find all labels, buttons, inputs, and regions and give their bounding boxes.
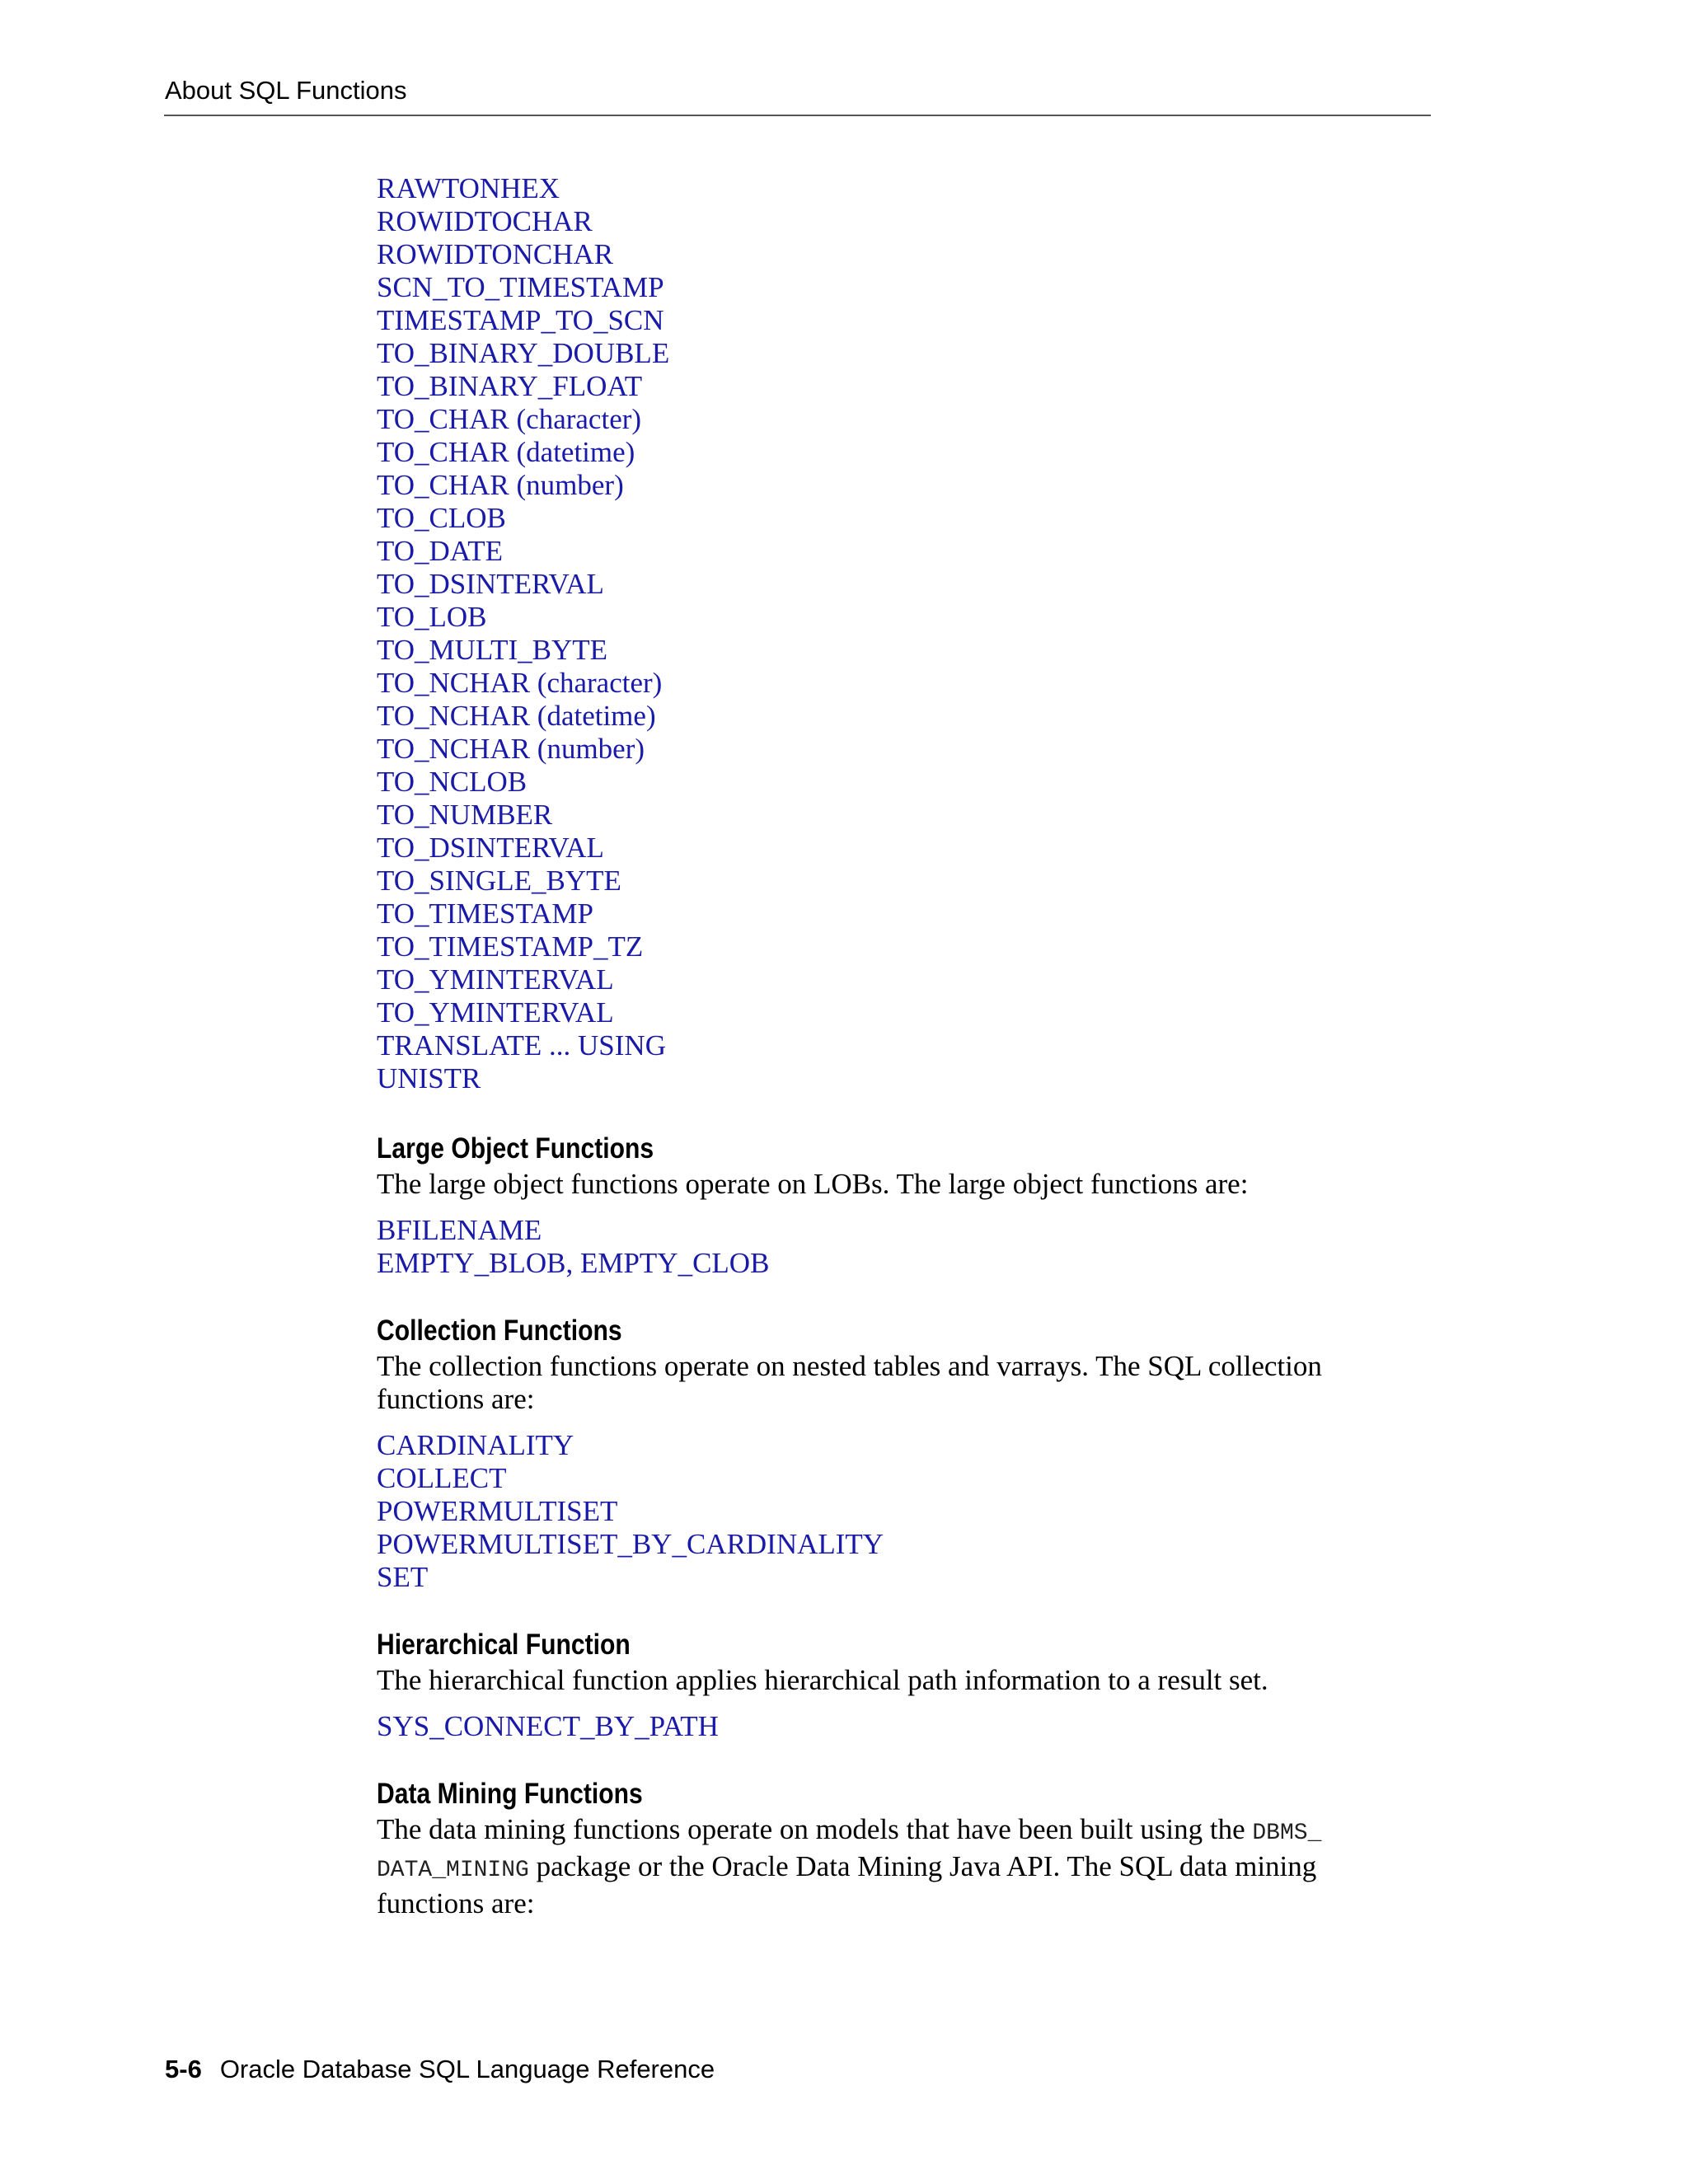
function-link[interactable]: TO_TIMESTAMP: [377, 898, 593, 930]
section-heading: Hierarchical Function: [377, 1629, 631, 1661]
large-object-function-list: [377, 1214, 1432, 1280]
function-link[interactable]: SCN_TO_TIMESTAMP: [377, 271, 664, 303]
function-list-item: [377, 1710, 1432, 1743]
function-link[interactable]: TRANSLATE ... USING: [377, 1029, 666, 1062]
header-rule: [164, 115, 1431, 116]
function-link[interactable]: TO_NCHAR (datetime): [377, 700, 656, 732]
section-intro: The large object functions operate on LOBs. The large object functions are:: [377, 1168, 1249, 1200]
function-list-item: [377, 403, 1432, 436]
function-link[interactable]: EMPTY_BLOB, EMPTY_CLOB: [377, 1247, 770, 1279]
function-link[interactable]: ROWIDTONCHAR: [377, 238, 614, 270]
function-link[interactable]: TO_CLOB: [377, 502, 506, 534]
function-list-item: [377, 1528, 1432, 1561]
function-link[interactable]: TO_DSINTERVAL: [377, 568, 604, 600]
function-link[interactable]: TO_MULTI_BYTE: [377, 634, 607, 666]
section-intro: [377, 1813, 1399, 1920]
collection-section: [377, 1313, 1432, 1594]
function-list-item: [377, 832, 1432, 865]
section-intro: The collection functions operate on nested tables and varrays. The SQL collection functions are:: [377, 1350, 1322, 1415]
function-link[interactable]: TO_NCLOB: [377, 766, 528, 798]
function-list-item: [377, 337, 1432, 370]
function-list-item: [377, 898, 1432, 930]
function-link[interactable]: TO_NUMBER: [377, 799, 553, 831]
function-link[interactable]: TO_DATE: [377, 535, 503, 567]
function-list-item: [377, 634, 1432, 667]
function-link[interactable]: TO_TIMESTAMP_TZ: [377, 930, 644, 963]
section-heading: Collection Functions: [377, 1315, 622, 1347]
function-list-item: [377, 1247, 1432, 1280]
section-heading: Data Mining Functions: [377, 1778, 643, 1810]
function-link[interactable]: TO_CHAR (character): [377, 403, 642, 435]
function-link[interactable]: TO_CHAR (number): [377, 469, 624, 501]
function-list-item: [377, 436, 1432, 469]
function-list-item: [377, 865, 1432, 898]
function-list-item: [377, 1561, 1432, 1594]
function-list-item: [377, 996, 1432, 1029]
page-number: 5-6: [165, 2055, 202, 2083]
function-link[interactable]: TO_BINARY_FLOAT: [377, 370, 643, 402]
function-link[interactable]: TO_DSINTERVAL: [377, 832, 604, 864]
function-link[interactable]: TIMESTAMP_TO_SCN: [377, 304, 664, 336]
page-content: [377, 172, 1432, 1920]
function-list-item: [377, 1029, 1432, 1062]
running-header: About SQL Functions: [165, 76, 407, 105]
section-intro: The hierarchical function applies hierarchical path information to a result set.: [377, 1664, 1268, 1696]
function-list-item: [377, 700, 1432, 733]
intro-text: package or the Oracle Data Mining Java API. The SQL data mining functions are:: [377, 1850, 1317, 1919]
running-footer: [165, 2055, 715, 2084]
function-list-item: [377, 271, 1432, 304]
inline-code: DATA_MINING: [377, 1858, 529, 1883]
function-list-item: [377, 502, 1432, 535]
function-link[interactable]: TO_NCHAR (number): [377, 733, 645, 765]
conversion-function-list: [377, 172, 1432, 1095]
function-list-item: [377, 733, 1432, 766]
book-title: Oracle Database SQL Language Reference: [219, 2055, 715, 2083]
collection-function-list: [377, 1429, 1432, 1594]
function-list-item: [377, 568, 1432, 601]
function-list-item: [377, 238, 1432, 271]
inline-code: DBMS_: [1252, 1821, 1322, 1846]
function-list-item: [377, 1062, 1432, 1095]
function-link[interactable]: POWERMULTISET: [377, 1495, 618, 1527]
hierarchical-section: [377, 1627, 1432, 1743]
function-link[interactable]: TO_CHAR (datetime): [377, 436, 635, 468]
function-link[interactable]: BFILENAME: [377, 1214, 542, 1246]
large-object-section: [377, 1131, 1432, 1280]
function-list-item: [377, 601, 1432, 634]
function-list-item: [377, 766, 1432, 799]
function-link[interactable]: TO_LOB: [377, 601, 487, 633]
function-list-item: [377, 1495, 1432, 1528]
function-list-item: [377, 370, 1432, 403]
function-list-item: [377, 799, 1432, 832]
function-link[interactable]: UNISTR: [377, 1062, 481, 1094]
function-link[interactable]: TO_SINGLE_BYTE: [377, 865, 621, 897]
function-link[interactable]: RAWTONHEX: [377, 172, 560, 204]
function-list-item: [377, 304, 1432, 337]
function-link[interactable]: COLLECT: [377, 1462, 507, 1494]
function-list-item: [377, 469, 1432, 502]
hierarchical-function-list: [377, 1710, 1432, 1743]
function-link[interactable]: TO_YMINTERVAL: [377, 996, 614, 1029]
function-list-item: [377, 1429, 1432, 1462]
function-list-item: [377, 930, 1432, 963]
function-list-item: [377, 535, 1432, 568]
function-link[interactable]: TO_BINARY_DOUBLE: [377, 337, 670, 369]
function-link[interactable]: ROWIDTOCHAR: [377, 205, 593, 237]
function-link[interactable]: SET: [377, 1561, 429, 1593]
function-link[interactable]: SYS_CONNECT_BY_PATH: [377, 1710, 719, 1742]
function-list-item: [377, 963, 1432, 996]
function-list-item: [377, 205, 1432, 238]
function-link[interactable]: POWERMULTISET_BY_CARDINALITY: [377, 1528, 884, 1560]
function-link[interactable]: CARDINALITY: [377, 1429, 574, 1461]
intro-text: The data mining functions operate on models that have been built using the: [377, 1813, 1253, 1845]
function-list-item: [377, 1214, 1432, 1247]
data-mining-section: [377, 1776, 1432, 1920]
function-list-item: [377, 1462, 1432, 1495]
function-link[interactable]: TO_YMINTERVAL: [377, 963, 614, 996]
function-link[interactable]: TO_NCHAR (character): [377, 667, 663, 699]
section-heading: Large Object Functions: [377, 1132, 654, 1165]
function-list-item: [377, 667, 1432, 700]
function-list-item: [377, 172, 1432, 205]
